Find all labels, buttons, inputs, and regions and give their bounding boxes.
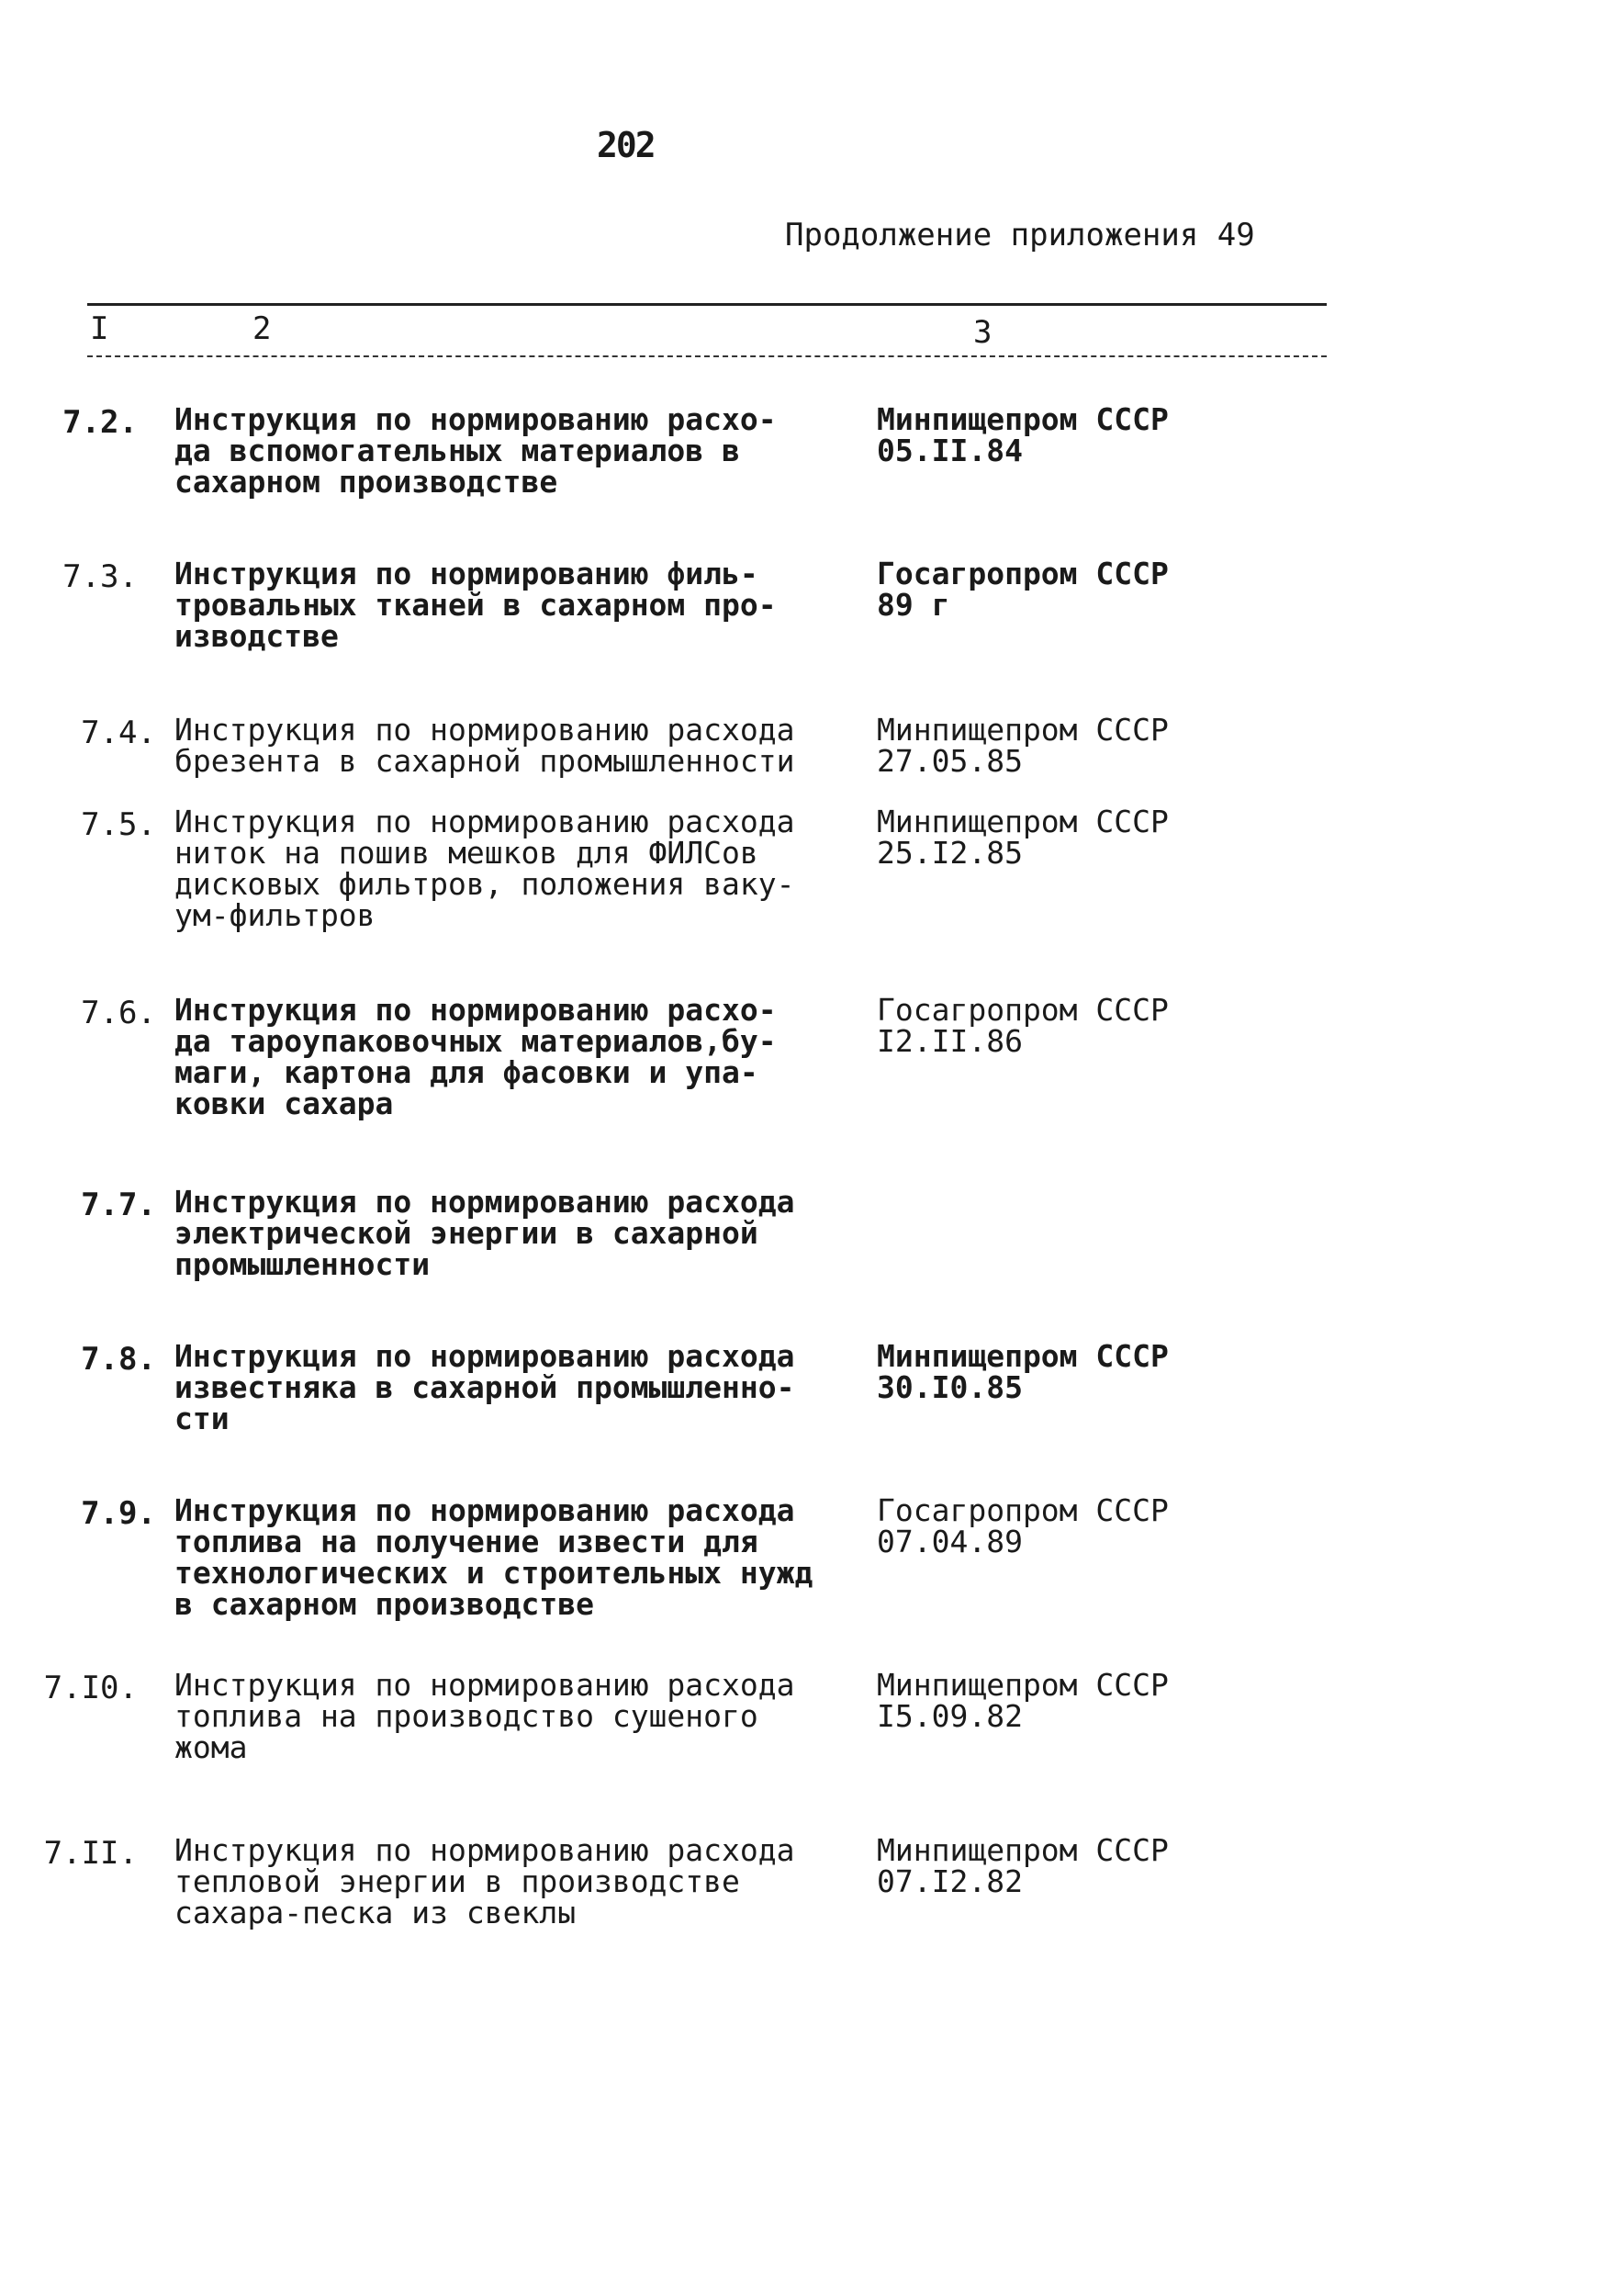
row-source: Минпищепром СССР 07.I2.82 — [877, 1832, 1169, 1899]
row-source: Минпищепром СССР 27.05.85 — [877, 712, 1169, 779]
row-source: Минпищепром СССР 25.I2.85 — [877, 804, 1169, 871]
row-number: 7.2. — [62, 404, 138, 441]
column-header-1: I — [90, 310, 109, 347]
column-header-3: 3 — [973, 314, 993, 351]
row-number: 7.9. — [81, 1495, 156, 1532]
row-number: 7.I0. — [43, 1670, 138, 1706]
row-description: Инструкция по нормированию расхода ниток на пошив мешков для ФИЛСов дисковых фильтров, положения ваку- ум-фильтров — [174, 804, 795, 933]
row-description: Инструкция по нормированию расхода топлива на получение извести для технологических и строительных нужд в сахарном производстве — [174, 1492, 813, 1622]
row-source: Минпищепром СССР 05.II.84 — [877, 401, 1169, 468]
page-number: 202 — [597, 125, 655, 165]
row-description: Инструкция по нормированию расхода брезента в сахарной промышленности — [174, 712, 795, 779]
row-number: 7.5. — [81, 806, 156, 843]
row-source: Госагропром СССР I2.II.86 — [877, 992, 1169, 1059]
row-number: 7.3. — [62, 558, 138, 595]
row-description: Инструкция по нормированию расхода электрической энергии в сахарной промышленности — [174, 1184, 795, 1282]
row-description: Инструкция по нормированию расхода тепловой энергии в производстве сахара-песка из свеклы — [174, 1832, 795, 1930]
row-source: Минпищепром СССР 30.I0.85 — [877, 1338, 1169, 1405]
column-header-2: 2 — [252, 310, 272, 347]
row-number: 7.II. — [43, 1835, 138, 1872]
row-source: Минпищепром СССР I5.09.82 — [877, 1667, 1169, 1734]
row-source: Госагропром СССР 07.04.89 — [877, 1492, 1169, 1559]
table-header-rule — [87, 355, 1327, 357]
continuation-title: Продолжение приложения 49 — [785, 217, 1255, 253]
row-source: Госагропром СССР 89 г — [877, 556, 1169, 623]
row-number: 7.8. — [81, 1341, 156, 1378]
row-description: Инструкция по нормированию расхода известняка в сахарной промышленно- сти — [174, 1338, 795, 1436]
row-description: Инструкция по нормированию расхо- да вспомогательных материалов в сахарном производстве — [174, 401, 777, 500]
row-number: 7.4. — [81, 715, 156, 751]
row-number: 7.7. — [81, 1187, 156, 1223]
row-description: Инструкция по нормированию расхода топлива на производство сушеного жома — [174, 1667, 795, 1765]
row-number: 7.6. — [81, 995, 156, 1031]
row-description: Инструкция по нормированию филь- тровальных тканей в сахарном про- изводстве — [174, 556, 777, 654]
table-top-rule — [87, 303, 1327, 306]
row-description: Инструкция по нормированию расхо- да тароупаковочных материалов,бу- маги, картона для фасовки и упа- ковки сахара — [174, 992, 777, 1121]
